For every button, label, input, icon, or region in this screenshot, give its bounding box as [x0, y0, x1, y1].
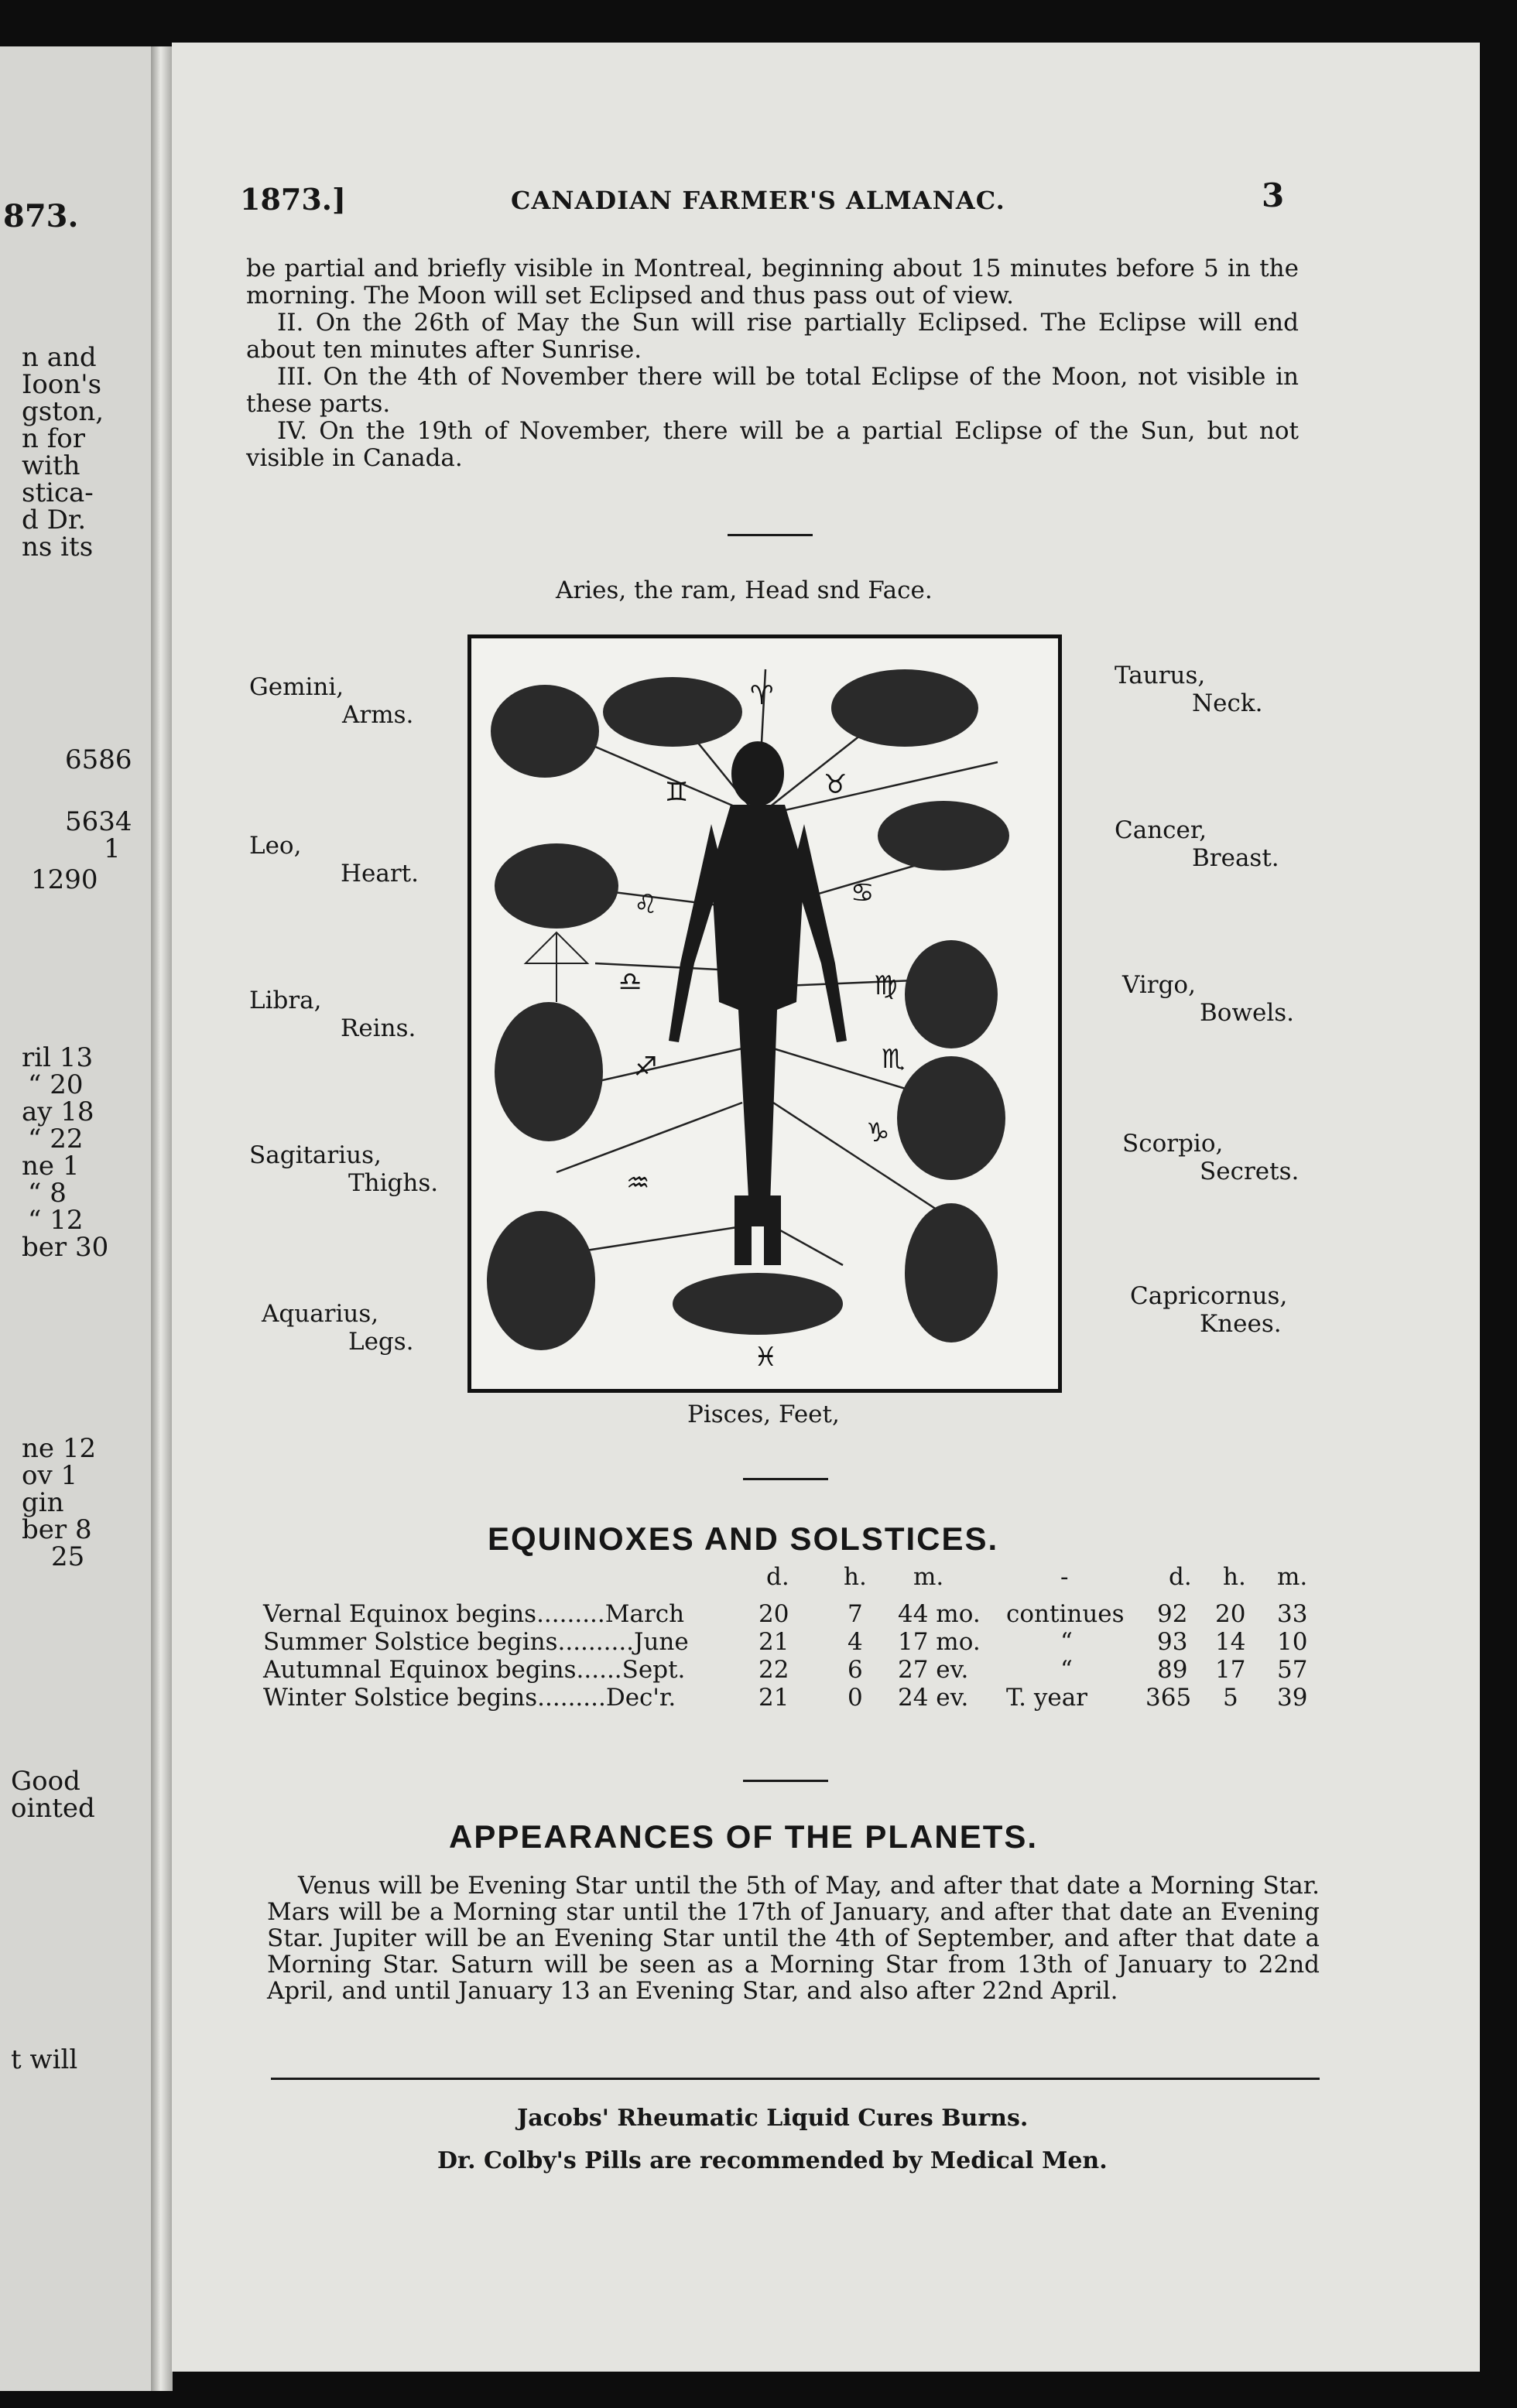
facing-page-text: 6586: [65, 744, 132, 775]
facing-page-text: “ 12: [28, 1205, 84, 1236]
zodiac-label-leo: Leo, Heart.: [249, 832, 419, 888]
facing-page-text: n for: [22, 423, 86, 454]
book-binding: [151, 46, 173, 2391]
facing-page-text: ne 1: [22, 1151, 80, 1182]
aries-symbol: ♈: [750, 680, 774, 711]
divider: [743, 1780, 828, 1782]
facing-page-text: ber 30: [22, 1232, 109, 1263]
facing-page-text: d Dr.: [22, 505, 87, 535]
facing-page-text: n and: [22, 342, 97, 373]
facing-page-text: 25: [51, 1541, 85, 1572]
cancer-symbol: ♋: [851, 877, 875, 908]
zodiac-label-virgo: Virgo, Bowels.: [1122, 971, 1295, 1027]
page-number: 3: [1262, 176, 1285, 214]
facing-page-text: 5634: [65, 806, 132, 837]
facing-page-text: “ 22: [28, 1124, 84, 1154]
facing-page-text: ne 12: [22, 1433, 97, 1464]
facing-page-text: ov 1: [22, 1460, 78, 1491]
facing-page-text: Ioon's: [22, 369, 102, 400]
zodiac-label-capricornus: Capricornus, Knees.: [1130, 1282, 1288, 1338]
zodiac-illustration: [471, 638, 1058, 1389]
virgo-symbol: ♍: [874, 970, 898, 1001]
zodiac-label-taurus: Taurus, Neck.: [1115, 662, 1263, 717]
zodiac-man-woodcut: [467, 634, 1062, 1393]
planets-paragraph: Venus will be Evening Star until the 5th of May, and after that date a Morning Star. Mars will be a Morning star until the 17th of January, and after that date an Evening Star. Jupiter will be an Evening Star until the 4th of September, and after that date a Morning Star. Saturn will be seen as a Morning Star from 13th of January to 22nd April, and until January 13 an Evening Star, and also after 22nd April.: [267, 1872, 1320, 2005]
facing-page-fragment: [0, 46, 155, 2391]
facing-page-text: ril 13: [22, 1042, 94, 1073]
facing-page-text: ointed: [11, 1793, 95, 1824]
facing-page-text: gston,: [22, 396, 104, 427]
facing-page-text: ber 8: [22, 1514, 92, 1545]
zodiac-label-scorpio: Scorpio, Secrets.: [1122, 1130, 1300, 1185]
table-row: Autumnal Equinox begins......Sept. 22 6 27 ev. “ 89 17 57: [263, 1656, 1308, 1684]
planets-title: APPEARANCES OF THE PLANETS.: [449, 1818, 1039, 1855]
divider: [728, 534, 813, 536]
facing-page-text: “ 8: [28, 1178, 67, 1209]
facing-page-year: 873.: [3, 198, 79, 234]
facing-page-text: gin: [22, 1487, 64, 1518]
facing-page-text: 1: [104, 833, 121, 864]
facing-page-text: ns its: [22, 532, 94, 563]
capricorn-symbol: ♑: [866, 1117, 890, 1148]
eclipse-paragraph: be partial and briefly visible in Montreal, beginning about 15 minutes before 5 in the morning. The Moon will set Eclipsed and thus pass out of view.: [246, 255, 1299, 310]
divider: [271, 2078, 1320, 2080]
facing-page-text: stica-: [22, 477, 94, 508]
facing-page-text: with: [22, 450, 80, 481]
facing-page-text: 1290: [31, 864, 98, 895]
zodiac-label-aquarius: Aquarius, Legs.: [262, 1300, 414, 1356]
libra-symbol: ♎: [618, 966, 642, 997]
eclipse-paragraph: IV. On the 19th of November, there will be a partial Eclipse of the Sun, but not visible in Canada.: [246, 417, 1299, 472]
advertisement-jacobs: Jacobs' Rheumatic Liquid Cures Burns.: [517, 2105, 1029, 2132]
advertisement-colby: Dr. Colby's Pills are recommended by Medical Men.: [437, 2147, 1108, 2174]
facing-page-text: “ 20: [28, 1069, 84, 1100]
divider: [743, 1478, 828, 1480]
table-row: Summer Solstice begins..........June 21 4 17 mo. “ 93 14 10: [263, 1628, 1308, 1656]
facing-page-text: t will: [11, 2044, 78, 2075]
equinoxes-title: EQUINOXES AND SOLSTICES.: [488, 1520, 999, 1557]
header-year: 1873.]: [240, 182, 346, 217]
zodiac-bottom-caption: Pisces, Feet,: [687, 1401, 840, 1428]
zodiac-label-libra: Libra, Reins.: [249, 987, 416, 1042]
zodiac-label-gemini: Gemini, Arms.: [249, 673, 414, 729]
taurus-symbol: ♉: [824, 769, 848, 800]
aquarius-symbol: ♒: [626, 1168, 650, 1199]
zodiac-top-caption: Aries, the ram, Head snd Face.: [556, 576, 933, 604]
gemini-symbol: ♊: [665, 777, 689, 808]
pisces-symbol: ♓: [754, 1342, 778, 1373]
facing-page-text: ay 18: [22, 1096, 94, 1127]
eclipse-paragraph: III. On the 4th of November there will be total Eclipse of the Moon, not visible in these parts.: [246, 363, 1299, 418]
scorpio-symbol: ♏: [882, 1044, 906, 1075]
sagittarius-symbol: ♐: [634, 1052, 658, 1083]
leo-symbol: ♌: [634, 889, 658, 920]
eclipse-paragraph: II. On the 26th of May the Sun will rise partially Eclipsed. The Eclipse will end about ten minutes after Sunrise.: [246, 309, 1299, 364]
table-row: Vernal Equinox begins.........March 20 7 44 mo. continues 92 20 33: [263, 1600, 1308, 1628]
eclipse-paragraphs: [246, 255, 1299, 472]
zodiac-label-sagitarius: Sagitarius, Thighs.: [249, 1141, 439, 1197]
zodiac-label-cancer: Cancer, Breast.: [1115, 816, 1279, 872]
facing-page-text: Good: [11, 1766, 80, 1797]
page-title: CANADIAN FARMER'S ALMANAC.: [511, 186, 1005, 215]
table-row: Winter Solstice begins.........Dec'r. 21 0 24 ev. T. year 365 5 39: [263, 1684, 1308, 1712]
table-header-row: d. h. m. - d. h. m.: [766, 1563, 1308, 1591]
